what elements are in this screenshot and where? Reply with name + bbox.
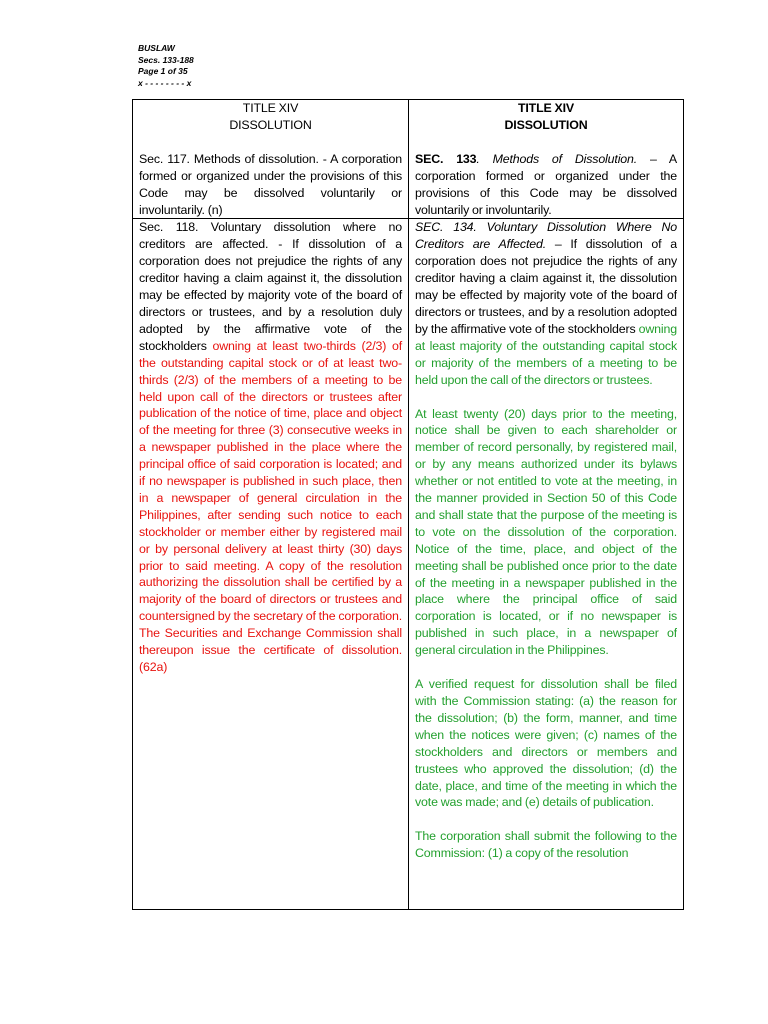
new-law-cell [409,219,684,910]
old-title [139,100,402,134]
added-paragraph-submit: The corporation shall submit the following to the Commission: (1) a copy of the resolution [415,829,677,861]
header-course: BUSLAW [138,43,175,53]
sec-134-heading: SEC. 134. Voluntary Dissolution Where No Creditors are Affected. [415,220,677,252]
new-sec-134-clip [415,219,677,909]
header-sections: Secs. 133-188 [138,54,194,65]
document-header [138,43,194,89]
header-separator: x - - - - - - - - x [138,77,192,88]
deleted-text: owning at least two-thirds (2/3) of the outstanding capital stock or of at least two-thirds (2/3) of the members of a meeting to be held upon call of the directors or trustees after publication of the notice of time, place and object of the meeting for three (3) consecutive weeks in a newspaper published in the place where the principal office of said corporation is located; and if no newspaper is published in such place, then in a newspaper of general circulation in the Philippines, after sending such notice to each stockholder or member either by registered mail or by personal delivery at least thirty (30) days prior to said meeting. A copy of the resolution authorizing the dissolution shall be certified by a majority of the board of directors or trustees and countersigned by the secretary of the corporation. The Securities and Exchange Commission shall thereupon issue the certificate of dissolution. (62a) [139,338,402,674]
header-page-number: Page 1 of 35 [138,66,188,76]
new-law-cell [409,100,684,219]
added-paragraph-request: A verified request for dissolution shall be filed with the Commission stating: (a) the reason for the dissolution; (b) the form, manner, and time when the notices were given; (c) names of the stockholders and directors or members and trustees who approved the dissolution; (d) the date, place, and time of the meeting in which the vote was made; and (e) details of publication. [415,677,677,810]
new-title-name: DISSOLUTION [504,117,588,132]
old-sec-117: Sec. 117. Methods of dissolution. - A corporation formed or organized under the provisions of this Code may be dissolved voluntarily or involuntarily. (n) [139,151,402,217]
sec-133-heading: . Methods of Dissolution. [476,151,638,166]
comparison-table [132,99,684,910]
sec-134-body: – If dissolution of a corporation does not prejudice the rights of any creditor having a claim against it, the dissolution may be effected by majority vote of the board of directors or trustees, and by a resolution adopted by the affirmative vote of the stockholders [415,237,677,336]
old-title-name: DISSOLUTION [229,117,312,132]
new-title-number: TITLE XIV [517,101,575,115]
new-title [415,100,677,134]
old-law-cell [133,219,409,910]
old-law-cell [133,100,409,219]
old-title-number: TITLE XIV [242,101,299,115]
old-sec-118-text: Sec. 118. Voluntary dissolution where no creditors are affected. - If dissolution of a corporation does not prejudice the rights of any creditor having a claim against it, the dissolution may be effected by majority vote of the board of directors or trustees, and by a resolution duly adopted by the affirmative vote of the stockholders [139,220,402,353]
new-sec-133 [415,151,677,219]
table-row [133,219,684,910]
table-row [133,100,684,219]
sec-133-label: SEC. 133 [415,151,477,166]
old-sec-118 [139,219,402,675]
added-paragraph-notice: At least twenty (20) days prior to the meeting, notice shall be given to each shareholder or member of record personally, by registered mail, or by any means authorized under its bylaws whether or not entitled to vote at the meeting, in the manner provided in Section 50 of this Code and shall state that the purpose of the meeting is to vote on the dissolution of the corporation. Notice of the time, place, and object of the meeting shall be published once prior to the date of the meeting in a newspaper published in the place where the principal office of said corporation is located, or if no newspaper is published in such place, in a newspaper of general circulation in the Philippines. [415,406,677,658]
new-sec-134 [415,219,677,388]
added-text: owning at least majority of the outstanding capital stock or majority of the members of a meeting to be held upon the call of the directors or trustees. [415,321,677,387]
sec-133-body: – A corporation formed or organized under the provisions of this Code may be dissolved voluntarily or involuntarily. [415,151,677,217]
